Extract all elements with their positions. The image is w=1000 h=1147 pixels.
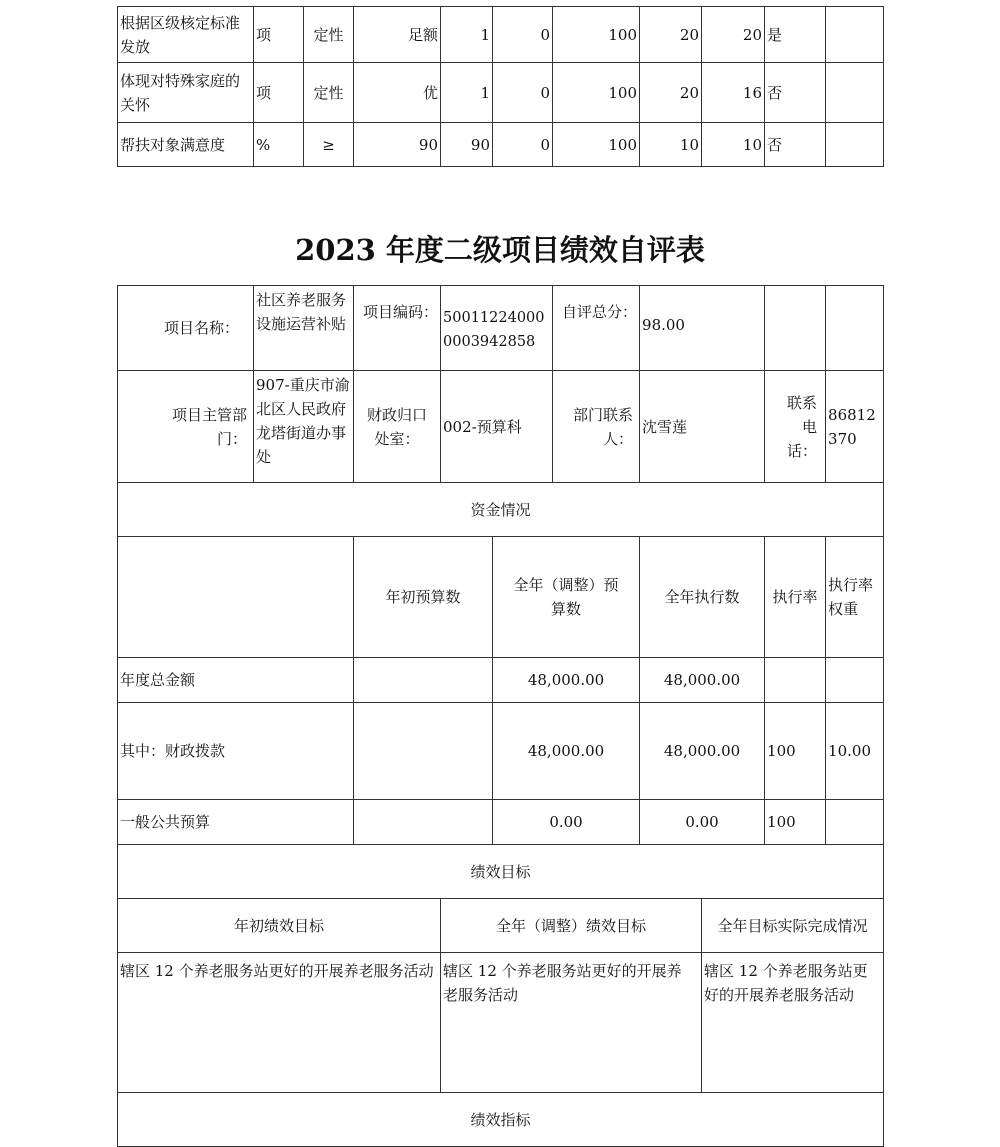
self-evaluation-table (117, 285, 884, 1147)
project-name: 社区养老服务设施运营补贴 (254, 286, 354, 371)
goal-actual: 辖区 12 个养老服务站更好的开展养老服务活动 (702, 953, 884, 1093)
funds-header-executed: 全年执行数 (640, 537, 765, 658)
contact: 沈雪莲 (640, 371, 765, 483)
indicator-value: 20 (640, 7, 702, 63)
funds-rate: 100 (765, 800, 826, 845)
dept: 907-重庆市渝北区人民政府龙塔街道办事处 (254, 371, 354, 483)
goal-initial: 辖区 12 个养老服务站更好的开展养老服务活动 (118, 953, 441, 1093)
funds-weight: 10.00 (826, 703, 884, 800)
finance: 002-预算科 (441, 371, 553, 483)
funds-header-rate: 执行率 (765, 537, 826, 658)
goals-header-actual: 全年目标实际完成情况 (702, 899, 884, 953)
funds-initial (354, 658, 493, 703)
indicator-value: 100 (553, 123, 640, 167)
indicator-value: 16 (702, 63, 765, 123)
funds-header-row (118, 537, 884, 658)
indicators-section-title: 绩效指标 (118, 1093, 884, 1147)
funds-initial (354, 703, 493, 800)
indicator-value: 1 (441, 7, 493, 63)
indicator-value: 100 (553, 7, 640, 63)
goals-header-row (118, 899, 884, 953)
indicator-row (118, 7, 884, 63)
self-score: 98.00 (640, 286, 765, 371)
indicator-value: 100 (553, 63, 640, 123)
indicator-type: 定性 (304, 7, 354, 63)
funds-header-adjusted: 全年（调整）预算数 (493, 537, 640, 658)
info-row-2 (118, 371, 884, 483)
indicator-value: 0 (493, 123, 553, 167)
funds-adjusted: 48,000.00 (493, 658, 640, 703)
funds-executed: 48,000.00 (640, 703, 765, 800)
project-code-label: 项目编码： (354, 286, 441, 371)
indicator-value: 20 (702, 7, 765, 63)
funds-header-initial: 年初预算数 (354, 537, 493, 658)
goals-header-initial: 年初绩效目标 (118, 899, 441, 953)
goals-section-title: 绩效目标 (118, 845, 884, 899)
funds-executed: 48,000.00 (640, 658, 765, 703)
indicator-value: 1 (441, 63, 493, 123)
funds-row-label: 一般公共预算 (118, 800, 354, 845)
indicator-name: 体现对特殊家庭的关怀 (118, 63, 254, 123)
indicator-unit: % (254, 123, 304, 167)
project-name-label: 项目名称： (118, 286, 254, 371)
indicator-flag: 否 (765, 123, 826, 167)
funds-rate: 100 (765, 703, 826, 800)
phone-label: 联系电话： (765, 371, 826, 483)
indicator-unit: 项 (254, 7, 304, 63)
indicator-flag: 否 (765, 63, 826, 123)
indicator-flag: 是 (765, 7, 826, 63)
goals-content-row (118, 953, 884, 1093)
contact-label: 部门联系人： (553, 371, 640, 483)
self-score-label: 自评总分： (553, 286, 640, 371)
indicator-value: 10 (702, 123, 765, 167)
indicator-table-continued (117, 6, 884, 167)
funds-weight (826, 658, 884, 703)
empty-cell (826, 7, 884, 63)
funds-row (118, 703, 884, 800)
indicator-target: 足额 (354, 7, 441, 63)
indicator-target: 90 (354, 123, 441, 167)
dept-label: 项目主管部门： (118, 371, 254, 483)
funds-section-title: 资金情况 (118, 483, 884, 537)
finance-label: 财政归口处室： (354, 371, 441, 483)
funds-adjusted: 0.00 (493, 800, 640, 845)
indicator-row (118, 63, 884, 123)
indicator-row (118, 123, 884, 167)
funds-row (118, 800, 884, 845)
funds-row (118, 658, 884, 703)
funds-weight (826, 800, 884, 845)
indicator-value: 90 (441, 123, 493, 167)
page-title: 2023 年度二级项目绩效自评表 (295, 233, 705, 267)
indicator-value: 20 (640, 63, 702, 123)
goals-header-adjusted: 全年（调整）绩效目标 (441, 899, 702, 953)
info-row-1 (118, 286, 884, 371)
funds-executed: 0.00 (640, 800, 765, 845)
goal-adjusted: 辖区 12 个养老服务站更好的开展养老服务活动 (441, 953, 702, 1093)
indicator-name: 帮扶对象满意度 (118, 123, 254, 167)
project-code: 500112240000003942858 (441, 286, 553, 371)
indicator-target: 优 (354, 63, 441, 123)
indicator-name: 根据区级核定标准发放 (118, 7, 254, 63)
funds-rate (765, 658, 826, 703)
funds-row-label: 年度总金额 (118, 658, 354, 703)
indicator-value: 10 (640, 123, 702, 167)
funds-section-row (118, 483, 884, 537)
empty-cell (826, 63, 884, 123)
indicator-value: 0 (493, 63, 553, 123)
goals-section-row (118, 845, 884, 899)
empty-cell (826, 123, 884, 167)
funds-initial (354, 800, 493, 845)
indicator-type: 定性 (304, 63, 354, 123)
indicator-value: 0 (493, 7, 553, 63)
funds-header-weight: 执行率权重 (826, 537, 884, 658)
empty-cell (826, 286, 884, 371)
indicator-type: ≥ (304, 123, 354, 167)
indicators-section-row (118, 1093, 884, 1147)
empty-cell (118, 537, 354, 658)
funds-adjusted: 48,000.00 (493, 703, 640, 800)
indicator-unit: 项 (254, 63, 304, 123)
phone: 86812370 (826, 371, 884, 483)
funds-row-label: 其中：财政拨款 (118, 703, 354, 800)
empty-cell (765, 286, 826, 371)
